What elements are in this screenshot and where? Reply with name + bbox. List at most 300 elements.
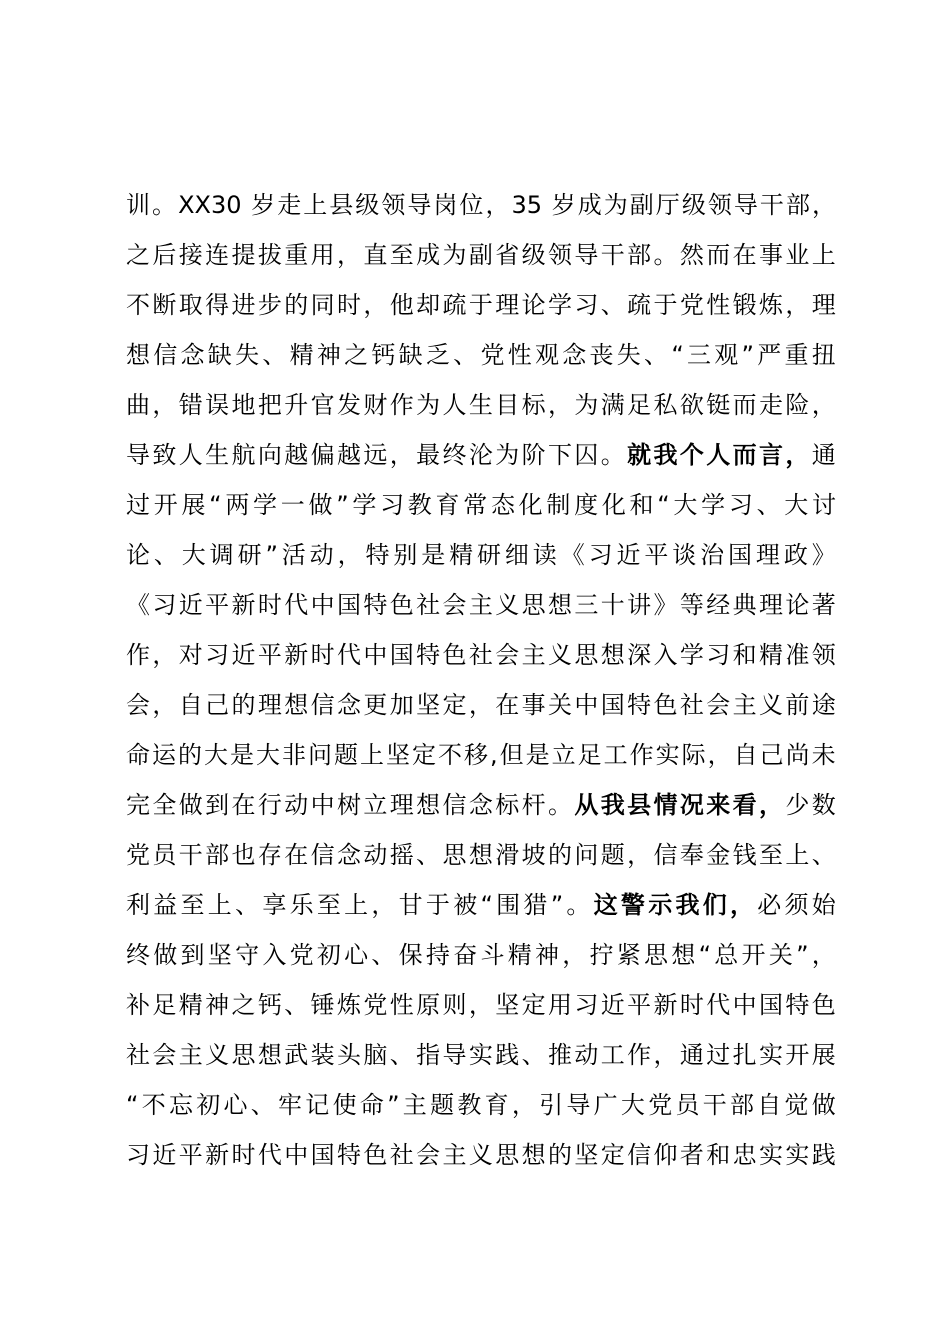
text-char: ，: [485, 191, 510, 219]
text-char: 主: [178, 1041, 203, 1069]
text-line: [126, 483, 836, 533]
text-char: 观: [534, 341, 559, 369]
bold-char: 警: [620, 891, 645, 919]
text-char: 理: [811, 291, 836, 319]
text-char: 入: [262, 941, 287, 969]
text-char: 经: [706, 591, 731, 619]
text-char: 工: [603, 741, 628, 769]
text-char: 学: [701, 491, 726, 519]
text-char: 精: [507, 941, 532, 969]
text-char: 重: [284, 241, 309, 269]
text-line: [126, 533, 836, 583]
text-char: 社: [679, 691, 704, 719]
text-char: 动: [309, 541, 334, 569]
text-char: 于: [468, 291, 493, 319]
text-char: 义: [495, 591, 520, 619]
text-char: 时: [257, 591, 282, 619]
text-char: 广: [593, 1091, 618, 1119]
text-char: 态: [490, 491, 515, 519]
text-char: 讲: [627, 591, 652, 619]
text-char: 己: [759, 741, 784, 769]
text-char: 员: [152, 841, 177, 869]
text-char: 成: [577, 191, 602, 219]
text-char: 锤: [310, 991, 335, 1019]
text-char: 疏: [627, 291, 652, 319]
text-char: 干: [600, 241, 625, 269]
text-char: 精: [289, 341, 314, 369]
text-char: 满: [600, 391, 625, 419]
text-char: 、: [644, 341, 669, 369]
text-char: 活: [281, 541, 306, 569]
text-char: 欲: [679, 391, 704, 419]
text-char: 主: [732, 691, 757, 719]
text-char: ，: [389, 441, 414, 469]
text-char: ，: [337, 541, 362, 569]
text-char: 特: [365, 541, 390, 569]
text-char: 作: [389, 391, 414, 419]
text-char: 干: [759, 191, 784, 219]
text-char: 之: [344, 341, 369, 369]
text-char: 的: [548, 841, 572, 869]
text-char: 义: [759, 691, 783, 719]
text-char: 杆: [521, 791, 546, 819]
text-char: 代: [284, 591, 309, 619]
text-char: 副: [468, 241, 493, 269]
text-char: 被: [453, 891, 478, 919]
text-char: 错: [178, 391, 203, 419]
text-char: 导: [733, 191, 758, 219]
text-char: 之: [126, 241, 150, 269]
text-char: 标: [521, 391, 546, 419]
text-char: 。: [653, 241, 678, 269]
text-char: 为: [416, 391, 441, 419]
text-line: [126, 283, 836, 333]
text-char: 色: [653, 691, 678, 719]
text-char: 锻: [732, 291, 757, 319]
text-char: 国: [389, 641, 414, 669]
text-char: 问: [574, 841, 599, 869]
text-char: 拔: [257, 241, 282, 269]
text-char: 作: [629, 741, 654, 769]
text-char: 中: [363, 641, 388, 669]
text-char: 《: [126, 591, 150, 619]
text-line: [126, 1133, 836, 1183]
text-char: 直: [363, 241, 388, 269]
text-char: ，: [468, 991, 493, 1019]
text-char: 导: [442, 1041, 467, 1069]
text-char: 不: [141, 1091, 166, 1119]
text-char: 中: [310, 591, 335, 619]
text-char: 特: [416, 641, 441, 669]
text-char: 十: [600, 591, 625, 619]
text-char: 新: [284, 641, 309, 669]
text-char: 、: [250, 1091, 275, 1119]
text-char: 前: [785, 691, 810, 719]
text-char: 对: [178, 641, 203, 669]
text-char: 想: [416, 791, 441, 819]
text-char: 远: [363, 441, 388, 469]
text-char: 生: [205, 441, 230, 469]
text-char: 实: [759, 1041, 783, 1069]
text-char: 义: [468, 1141, 493, 1169]
text-char: 部: [729, 1091, 754, 1119]
text-char: 疏: [442, 291, 467, 319]
text-char: 作: [627, 1041, 652, 1069]
text-char: 代: [337, 641, 361, 669]
text-char: 领: [811, 641, 836, 669]
text-char: 级: [681, 191, 706, 219]
text-char: 社: [389, 1141, 414, 1169]
text-char: 标: [495, 791, 520, 819]
text-char: 党: [126, 841, 150, 869]
text-char: 不: [438, 741, 462, 769]
text-line: [126, 633, 836, 683]
text-char: 、: [262, 341, 287, 369]
text-char: 记: [305, 1091, 330, 1119]
text-char: 社: [468, 641, 493, 669]
text-char: 学: [679, 641, 704, 669]
text-char: 国: [600, 691, 625, 719]
text-char: 为: [495, 441, 520, 469]
text-char: 原: [416, 991, 441, 1019]
text-char: 代: [257, 1141, 282, 1169]
text-char: 事: [521, 691, 546, 719]
text-char: 是: [230, 741, 254, 769]
text-char: 武: [284, 1041, 309, 1069]
text-char: 思: [442, 841, 467, 869]
text-char: ”: [741, 341, 754, 369]
text-char: 自: [757, 1091, 782, 1119]
text-char: 斗: [480, 941, 505, 969]
text-char: 际: [681, 741, 706, 769]
text-char: 信: [153, 341, 178, 369]
text-char: ，: [468, 691, 493, 719]
text-char: 过: [126, 491, 150, 519]
text-char: “: [657, 491, 670, 519]
text-char: 在: [231, 791, 256, 819]
text-char: 时: [337, 291, 361, 319]
text-char: 开: [785, 1041, 810, 1069]
text-char: ”: [387, 1091, 400, 1119]
text-char: 至: [316, 891, 341, 919]
text-char: 装: [310, 1041, 335, 1069]
text-char: 作: [126, 641, 150, 669]
text-char: 心: [223, 1091, 248, 1119]
text-char: 会: [152, 1041, 177, 1069]
text-char: 习: [380, 491, 405, 519]
text-char: 行: [257, 791, 282, 819]
text-char: 误: [205, 391, 230, 419]
text-char: 下: [548, 441, 572, 469]
text-char: 至: [180, 891, 205, 919]
text-char: 想: [257, 1041, 282, 1069]
text-char: 近: [616, 541, 641, 569]
text-char: 始: [811, 891, 836, 919]
bold-char: 况: [679, 791, 704, 819]
text-char: 教: [457, 1091, 482, 1119]
text-char: 部: [627, 241, 652, 269]
text-char: 到: [205, 791, 230, 819]
text-char: 失: [616, 341, 641, 369]
text-char: 信: [310, 691, 335, 719]
text-char: 立: [363, 791, 388, 819]
text-char: 然: [679, 241, 704, 269]
text-char: 想: [521, 1141, 546, 1169]
text-char: 国: [310, 1141, 335, 1169]
text-char: 保: [398, 941, 423, 969]
text-char: 而: [706, 241, 731, 269]
bold-char: ，: [759, 791, 783, 819]
text-char: 色: [442, 641, 467, 669]
text-char: 论: [126, 541, 150, 569]
text-line: [126, 683, 836, 733]
text-char: 和: [732, 641, 757, 669]
text-char: 、: [453, 341, 478, 369]
text-char: 牢: [278, 1091, 303, 1119]
text-char: 党: [480, 341, 505, 369]
text-char: 至: [759, 841, 783, 869]
text-char: 须: [784, 891, 809, 919]
text-char: 县: [329, 191, 354, 219]
text-char: 导: [126, 441, 150, 469]
text-char: 教: [407, 491, 432, 519]
text-char: 主: [468, 591, 493, 619]
text-char: 炼: [759, 291, 783, 319]
text-char: 信: [627, 1141, 652, 1169]
text-char: 训: [126, 191, 150, 219]
text-char: 想: [468, 841, 493, 869]
text-char: 开: [741, 941, 766, 969]
bold-char: 们: [702, 891, 727, 919]
text-char: 囚: [574, 441, 599, 469]
text-char: 代: [706, 991, 731, 1019]
text-char: 通: [811, 441, 836, 469]
text-line: [126, 183, 836, 233]
text-char: 新: [653, 991, 678, 1019]
text-char: 员: [675, 1091, 700, 1119]
text-char: 定: [442, 691, 467, 719]
text-char: 时: [310, 641, 335, 669]
text-char: 新: [231, 591, 256, 619]
text-char: 干: [178, 841, 203, 869]
text-char: 学: [548, 291, 572, 319]
text-char: 沦: [468, 441, 493, 469]
text-line: [126, 783, 836, 833]
text-char: 常: [463, 491, 488, 519]
bold-char: 就: [627, 441, 652, 469]
bold-char: 县: [627, 791, 652, 819]
text-char: 则: [442, 991, 467, 1019]
text-char: ，: [371, 891, 396, 919]
text-char: 立: [551, 741, 576, 769]
text-char: ，: [562, 941, 587, 969]
text-char: XX30: [178, 191, 250, 219]
text-char: 做: [153, 941, 178, 969]
text-char: 实: [759, 1141, 783, 1169]
text-char: ，: [152, 391, 177, 419]
text-char: 学: [253, 491, 278, 519]
text-char: 关: [548, 691, 572, 719]
text-char: 向: [257, 441, 282, 469]
text-char: 会: [495, 641, 520, 669]
text-char: 性: [507, 341, 532, 369]
text-char: 运: [152, 741, 176, 769]
text-char: 途: [811, 691, 836, 719]
text-char: 社: [416, 591, 441, 619]
text-char: 念: [468, 791, 493, 819]
text-char: 官: [310, 391, 335, 419]
text-char: 人: [442, 391, 467, 419]
text-char: 近: [600, 991, 625, 1019]
text-char: 大: [256, 741, 280, 769]
text-char: 平: [257, 641, 282, 669]
text-char: 更: [363, 691, 388, 719]
text-char: 性: [706, 291, 731, 319]
text-char: 心: [344, 941, 369, 969]
text-char: 到: [180, 941, 205, 969]
text-char: 围: [496, 891, 521, 919]
text-char: 的: [178, 741, 202, 769]
text-char: 精: [759, 641, 783, 669]
text-char: “: [480, 891, 493, 919]
text-char: 存: [257, 841, 282, 869]
text-char: 丧: [589, 341, 614, 369]
bold-char: 我: [653, 441, 678, 469]
text-char: 》: [653, 591, 678, 619]
text-char: 地: [231, 391, 256, 419]
text-line: [126, 383, 836, 433]
bold-char: 来: [706, 791, 731, 819]
text-char: 做: [811, 1091, 836, 1119]
text-char: 领: [381, 191, 406, 219]
text-char: ，: [811, 191, 836, 219]
text-char: 谈: [672, 541, 697, 569]
text-char: 35: [511, 191, 550, 219]
text-char: 却: [416, 291, 441, 319]
text-char: 特: [363, 591, 388, 619]
text-char: 头: [337, 1041, 361, 1069]
text-char: 近: [231, 641, 256, 669]
text-char: 念: [180, 341, 205, 369]
text-char: 事: [759, 241, 783, 269]
text-line: [126, 333, 836, 383]
text-char: 等: [679, 591, 704, 619]
text-char: 数: [811, 791, 836, 819]
text-char: 钙: [257, 991, 282, 1019]
bold-char: ，: [785, 441, 810, 469]
text-char: 上: [303, 191, 328, 219]
bold-char: 个: [679, 441, 704, 469]
text-char: 细: [504, 541, 529, 569]
text-char: 动: [284, 791, 309, 819]
text-char: 致: [152, 441, 177, 469]
text-char: 初: [196, 1091, 221, 1119]
text-char: 坚: [495, 991, 520, 1019]
text-char: 理: [257, 691, 282, 719]
text-char: 坚: [574, 1141, 599, 1169]
text-char: 自: [178, 691, 203, 719]
text-char: 中: [732, 991, 757, 1019]
text-char: 特: [337, 1141, 361, 1169]
body-paragraph: [126, 183, 836, 1183]
text-char: 定: [412, 741, 436, 769]
text-char: 连: [205, 241, 230, 269]
text-char: 做: [308, 491, 333, 519]
text-char: 思: [521, 591, 546, 619]
text-char: 时: [231, 1141, 256, 1169]
text-char: 缺: [398, 341, 423, 369]
text-char: 、: [235, 891, 260, 919]
text-char: 断: [152, 291, 177, 319]
bold-char: 示: [648, 891, 673, 919]
text-char: 部: [785, 191, 810, 219]
text-char: “: [209, 491, 222, 519]
text-char: 在: [495, 691, 520, 719]
text-char: 者: [679, 1141, 704, 1169]
text-char: 上: [360, 741, 384, 769]
text-char: 他: [389, 291, 414, 319]
text-char: 做: [178, 791, 203, 819]
text-line: [126, 983, 836, 1033]
text-char: 关: [768, 941, 793, 969]
text-char: 一: [280, 491, 305, 519]
text-char: 升: [284, 391, 309, 419]
text-char: 滑: [495, 841, 520, 869]
text-char: 完: [126, 791, 150, 819]
text-char: 省: [495, 241, 520, 269]
text-char: 、: [153, 541, 178, 569]
text-char: 别: [393, 541, 418, 569]
text-char: 树: [337, 791, 361, 819]
text-char: 把: [257, 391, 282, 419]
text-char: ，: [707, 741, 732, 769]
text-char: 自: [733, 741, 758, 769]
text-char: 党: [648, 1091, 673, 1119]
text-line: [126, 1033, 836, 1083]
text-char: 级: [521, 241, 546, 269]
text-char: ”: [550, 891, 564, 919]
bold-char: 我: [675, 891, 700, 919]
text-char: 实: [468, 1041, 493, 1069]
text-char: 典: [732, 591, 757, 619]
text-char: 定: [600, 1141, 625, 1169]
text-char: 两: [225, 491, 250, 519]
text-char: “: [126, 1091, 139, 1119]
text-char: 接: [178, 241, 203, 269]
text-char: 展: [811, 1041, 836, 1069]
text-char: 大: [784, 491, 809, 519]
text-char: 岁: [551, 191, 576, 219]
text-char: ，: [811, 941, 836, 969]
text-char: 色: [811, 991, 836, 1019]
text-char: 坚: [416, 691, 441, 719]
text-char: 缺: [207, 341, 232, 369]
text-char: 平: [205, 591, 230, 619]
text-char: 主: [521, 641, 546, 669]
text-char: ，: [785, 291, 810, 319]
text-char: 色: [389, 591, 414, 619]
text-char: 践: [495, 1041, 520, 1069]
text-char: 的: [548, 1141, 572, 1169]
text-char: 最: [416, 441, 441, 469]
text-char: 实: [785, 1141, 810, 1169]
text-char: 奉: [679, 841, 704, 869]
text-char: 、: [600, 291, 625, 319]
text-char: 目: [495, 391, 520, 419]
text-char: 论: [785, 591, 810, 619]
text-char: 之: [231, 991, 256, 1019]
text-char: 习: [152, 591, 177, 619]
